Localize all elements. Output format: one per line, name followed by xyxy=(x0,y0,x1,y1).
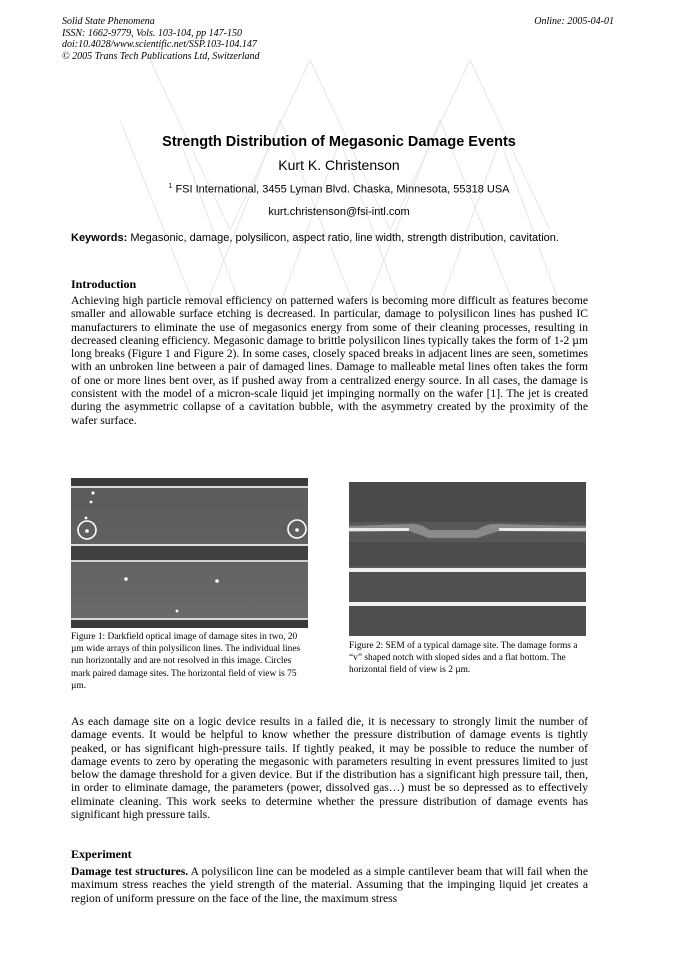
introduction-heading: Introduction xyxy=(71,277,137,291)
keywords-label: Keywords: xyxy=(71,232,128,244)
keywords-text: Megasonic, damage, polysilicon, aspect ratio, line width, strength distribution, cavitation. xyxy=(130,232,559,244)
experiment-heading: Experiment xyxy=(71,847,132,861)
online-date: Online: 2005-04-01 xyxy=(534,16,614,27)
introduction-paragraph-1: Achieving high particle removal efficiency on patterned wafers is becoming more difficult as features become smaller and allowable surface etching is decreased. In particular, damage to polysilicon lines has pushed IC manufacturers to eliminate the use of megasonics energy from some of their cleaning processes, resulting in decreased cleaning efficiency. Megasonic damage to brittle polysilicon lines typically takes the form of 1-2 µm long breaks (Figure 1 and Figure 2). In some cases, closely spaced breaks in adjacent lines are seen, sometimes with an unbroken line between a pair of damaged lines. Damage to malleable metal lines often takes the form of one or more lines bent over, as if pushed away from a centralized energy source. In all cases, the damage is consistent with the model of a micron-scale liquid jet impinging normally on the wafer [1]. The jet is created during the asymmetric collapse of a cavitation bubble, with the asymmetry created by the proximity of the wafer surface. xyxy=(71,294,588,427)
experiment-paragraph-1-text: A polysilicon line can be modeled as a simple cantilever beam that will fail when the maximum stress reaches the yield strength of the material. Assuming that the impinging liquid jet creates a region of uniform pressure on the face of the line, the maximum stress xyxy=(71,865,588,905)
author-email: kurt.christenson@fsi-intl.com xyxy=(268,206,410,218)
figure-1-image xyxy=(71,478,308,628)
introduction-paragraph-2: As each damage site on a logic device results in a failed die, it is necessary to strongly limit the number of damage events. It would be helpful to know whether the pressure distribution of damage events is tightly peaked, or has significant high-pressure tails. If tightly peaked, it may be possible to reduce the number of damage events to zero by operating the megasonic with parameters resulting in event pressures limited to just below the damage threshold for a given device. But if the distribution has a significant high pressure tail, then, in order to eliminate damage, the parameters (power, dissolved gas…) must be so depressed as to effectively eliminate cleaning. This work seeks to determine whether the pressure distribution of damage events has significant high pressure tails. xyxy=(71,715,588,822)
paper-title: Strength Distribution of Megasonic Damage Events xyxy=(162,134,516,150)
figure-2-image xyxy=(349,482,586,636)
figure-1-caption: Figure 1: Darkfield optical image of damage sites in two, 20 µm wide arrays of thin polysilicon lines. The individual lines run horizontally and are not resolved in this image. Circles mark paired damage sites. The horizontal field of view is 75 µm. xyxy=(71,632,301,691)
affiliation-mark: 1 xyxy=(168,183,173,190)
figure-2-caption: Figure 2: SEM of a typical damage site. The damage forms a “v” shaped notch with sloped sides and a flat bottom. The horizontal field of view is 2 µm. xyxy=(349,641,578,676)
paper-author: Kurt K. Christenson xyxy=(278,157,400,173)
affiliation xyxy=(0,183,678,196)
damage-test-structures-heading: Damage test structures. xyxy=(71,865,189,878)
experiment-paragraph-1 xyxy=(71,865,588,905)
keywords xyxy=(71,232,587,246)
copyright-line: © 2005 Trans Tech Publications Ltd, Switzerland xyxy=(62,50,260,62)
doi-line: doi:10.4028/www.scientific.net/SSP.103-104.147 xyxy=(62,39,257,50)
journal-name: Solid State Phenomena xyxy=(62,16,155,27)
affiliation-text: FSI International, 3455 Lyman Blvd. Chaska, Minnesota, 55318 USA xyxy=(175,183,510,196)
issn-line: ISSN: 1662-9779, Vols. 103-104, pp 147-150 xyxy=(62,27,242,39)
